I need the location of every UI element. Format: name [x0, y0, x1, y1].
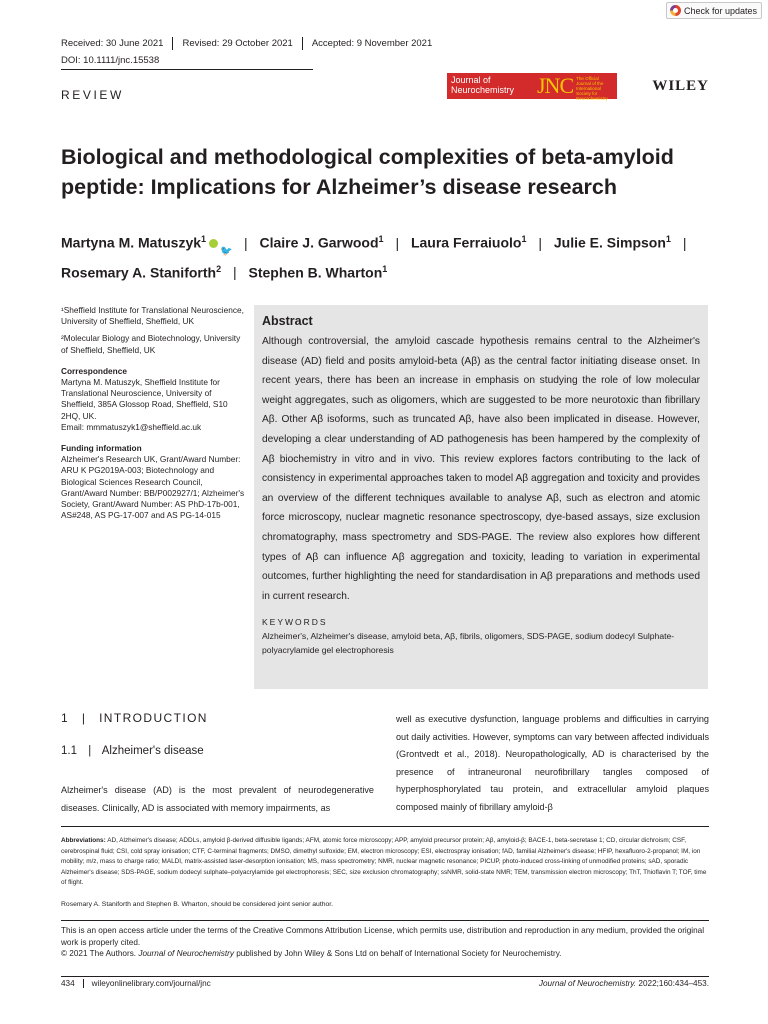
author-separator: |	[243, 234, 248, 251]
jnc-tagline: The Official Journal of the International Society for Neurochemistry	[576, 73, 617, 99]
accepted-date: Accepted: 9 November 2021	[302, 37, 441, 50]
author-name[interactable]: Martyna M. Matuszyk	[61, 234, 202, 251]
subsection-title: Alzheimer's disease	[101, 745, 204, 757]
author-name[interactable]: Rosemary A. Staniforth	[61, 264, 217, 281]
abbreviations-text: AD, Alzheimer's disease; ADDLs, amyloid β-derived diffusible ligands; AFM, atomic force microscopy; APP, amyloid precursor protein; Aβ, amyloid-β; BACE-1, beta-secretase 1; CD, circular dichroism; CSF, cerebrospinal fluid; CSI, cold spray ionisation; CTF, C-terminal fragments; DMSO, dimethyl sulfoxide; EM, electron microscopy; ESI, electrospray ionisation; fAD, familial Alzheimer's disease; HFIP, hexafluoro-2-propanol; IM, ion mobility; m/z, mass to charge ratio; MALDI, matrix-assisted laser-desorption ionisation; MS, mass spectrometry; NMR, nuclear magnetic resonance; PICUP, photo-induced cross-linking of unmodified proteins; sAD, sporadic Alzheimer's disease; SDS-PAGE, sodium dodecyl sulphate–polyacrylamide gel electrophoresis; SEC, size exclusion chromatography; ssNMR, solid-state NMR; TEM, transmission electron microscopy; ThT, Thioflavin T; TOF, time of flight.	[61, 837, 707, 886]
header-divider	[61, 69, 313, 70]
jnc-wordmark: JNC	[533, 73, 576, 99]
copyright-journal: Journal of Neurochemistry	[138, 949, 234, 958]
subsection-number: 1.1	[61, 745, 77, 757]
author-affiliation: 1	[521, 234, 527, 244]
section-1-heading	[61, 711, 208, 725]
check-for-updates-button[interactable]	[666, 2, 762, 19]
copyright-suffix: published by John Wiley & Sons Ltd on behalf of International Society for Neurochemistry.	[236, 949, 562, 958]
keywords-text: Alzheimer's, Alzheimer's disease, amyloid beta, Aβ, fibrils, oligomers, SDS-PAGE, sodium dodecyl Sulphate-polyacrylamide gel electrophoresis	[262, 631, 675, 656]
footer-left	[61, 979, 211, 988]
abstract-heading: Abstract	[262, 314, 313, 328]
section-1-1-heading	[61, 745, 204, 757]
article-history	[61, 37, 441, 50]
doi[interactable]: DOI: 10.1111/jnc.15538	[61, 55, 160, 66]
affiliation-1: ¹Sheffield Institute for Translational Neuroscience, University of Sheffield, Sheffield, UK	[61, 305, 244, 327]
author-affiliation: 1	[382, 263, 388, 274]
orcid-icon[interactable]	[209, 239, 218, 248]
body-column-left: Alzheimer's disease (AD) is the most prevalent of neurodegenerative diseases. Clinically, AD is associated with memory impairments, as	[61, 785, 374, 813]
section-title: INTRODUCTION	[99, 711, 208, 725]
license-text: This is an open access article under the terms of the Creative Commons Attribution License, which permits use, distribution and reproduction in any medium, provided the original work is properly cited.	[61, 926, 705, 947]
license-divider	[61, 920, 709, 921]
page-number: 434	[61, 979, 84, 988]
correspondence-heading: Correspondence	[61, 365, 127, 376]
abbreviations	[61, 836, 709, 889]
funding-text: Alzheimer's Research UK, Grant/Award Number: ARU K PG2019A-003; Biotechnology and Biological Sciences Research Council, Grant/Award Number: BB/P002927/1; Alzheimer's Society, Grant/Award Number: AS PhD-17b-001, AS#248, AS PG-17-007 and AS PG-14-015	[61, 454, 245, 521]
author-affiliation: 1	[378, 234, 384, 244]
section-separator: |	[81, 711, 87, 725]
article-title	[61, 142, 711, 202]
section-number: 1	[61, 711, 70, 725]
correspondence-email[interactable]: Email: mmmatuszyk1@sheffield.ac.uk	[61, 421, 202, 432]
author-separator: |	[682, 234, 687, 251]
author-affiliation: 1	[201, 234, 207, 244]
received-date: Received: 30 June 2021	[61, 38, 164, 49]
abstract-box	[254, 305, 708, 689]
journal-logo	[447, 73, 709, 99]
affiliation-2: ²Molecular Biology and Biotechnology, University of Sheffield, Sheffield, UK	[61, 333, 241, 355]
journal-name	[447, 73, 533, 99]
correspondence-text: Martyna M. Matuszyk, Sheffield Institute for Translational Neuroscience, University of Sheffield, 385A Glossop Road, Sheffield, S10 2HQ, UK.	[61, 377, 228, 421]
citation-journal: Journal of Neurochemistry.	[538, 979, 637, 988]
journal-name-line2: Neurochemistry	[451, 85, 515, 95]
journal-name-line1: Journal of	[451, 75, 491, 85]
abbreviations-label: Abbreviations:	[61, 837, 106, 844]
citation-details: 2022;160:434–453.	[638, 979, 709, 988]
author-list	[61, 226, 721, 285]
author-separator: |	[232, 264, 237, 281]
title-line-2: peptide: Implications for Alzheimer’s disease research	[61, 175, 618, 199]
author-affiliation: 1	[665, 234, 671, 244]
joint-author-note: Rosemary A. Staniforth and Stephen B. Wharton, should be considered joint senior author.	[61, 901, 334, 908]
footnote-divider	[61, 826, 709, 827]
wiley-logo: WILEY	[652, 77, 709, 94]
footer-citation	[539, 979, 709, 988]
crossmark-icon	[670, 5, 681, 16]
body-column-right: well as executive dysfunction, language problems and difficulties in carrying out daily activities. However, symptoms can vary between affected individuals (Grontvedt et al., 2018). Neuropathologically, AD is characterised by the presence of intraneuronal neurofibrillary tangles composed of hyperphosphorylated tau protein, and extracellular amyloid plaques composed mainly of fibrillary amyloid-β	[396, 714, 709, 812]
author-name[interactable]: Laura Ferraiuolo	[410, 234, 522, 251]
twitter-icon[interactable]: 🐦	[220, 246, 233, 258]
abstract-text: Although controversial, the amyloid cascade hypothesis remains central to the Alzheimer's disease (AD) field and posits amyloid-beta (Aβ) as the central factor initiating disease onset. In recent years, there has been an increase in emphasis on studying the role of low molecular weight aggregates, such as oligomers, which are suggested to be more neurotoxic than fibrillary Aβ. Other Aβ isoforms, such as truncated Aβ, have also been implicated in disease. However, developing a clear understanding of AD pathogenesis has been hampered by the complexity of Aβ biochemistry in vitro and in vivo. This review explores factors contributing to the lack of consistency in experimental approaches taken to model Aβ aggregation and toxicity and provides an overview of the different techniques available to analyse Aβ, such as electron and atomic force microscopy, nuclear magnetic resonance spectroscopy, dye-based assays, size exclusion chromatography, mass spectrometry and SDS-PAGE. The review also explores how different types of Aβ can influence Aβ aggregation and toxicity, leading to variation in experimental outcomes, further highlighting the need for standardisation in Aβ preparations and methods used in current research.	[262, 336, 700, 602]
revised-date: Revised: 29 October 2021	[172, 37, 301, 50]
funding-heading: Funding information	[61, 443, 142, 454]
section-separator: |	[88, 745, 92, 757]
article-sidebar	[61, 305, 245, 527]
footer-divider	[61, 976, 709, 977]
copyright-prefix: © 2021 The Authors.	[61, 949, 137, 958]
author-name[interactable]: Julie E. Simpson	[553, 234, 666, 251]
author-name[interactable]: Stephen B. Wharton	[248, 264, 383, 281]
section-label: REVIEW	[61, 88, 124, 102]
license-notice	[61, 925, 709, 960]
author-separator: |	[538, 234, 542, 251]
keywords-heading: KEYWORDS	[262, 617, 328, 628]
author-affiliation: 2	[216, 263, 222, 274]
author-name[interactable]: Claire J. Garwood	[259, 234, 379, 251]
copyright-line	[61, 948, 709, 960]
author-separator: |	[395, 234, 400, 251]
journal-url[interactable]: wileyonlinelibrary.com/journal/jnc	[91, 979, 211, 988]
title-line-1: Biological and methodological complexities of beta-amyloid	[61, 145, 674, 169]
check-for-updates-label: Check for updates	[684, 5, 758, 16]
